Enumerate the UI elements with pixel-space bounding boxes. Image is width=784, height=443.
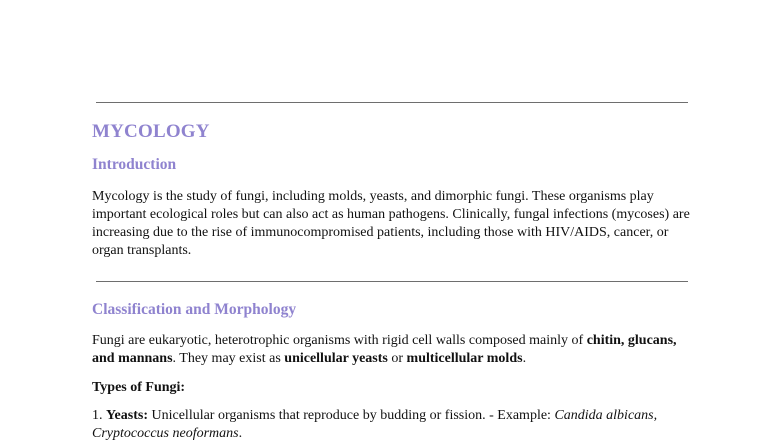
list-item-label: Yeasts: (106, 408, 148, 423)
list-item-yeasts (92, 407, 702, 443)
classification-paragraph (92, 332, 702, 368)
document-title: MYCOLOGY (92, 121, 210, 142)
text-run: Fungi are eukaryotic, heterotrophic organisms with rigid cell walls composed mainly of (92, 333, 587, 348)
text-run: . (238, 426, 243, 441)
bold-term: chitin, glucans, and mannans (92, 333, 677, 366)
intro-paragraph: Mycology is the study of fungi, including molds, yeasts, and dimorphic fungi. These organisms play important ecological roles but can also act as human pathogens. Clinically, fungal infections (mycoses) are increasing due to the rise of immunocompromised patients, including those with HIV/AIDS, cancer, or organ transplants. (92, 189, 690, 258)
text-run: . They may exist as (172, 351, 285, 366)
list-item-text: Unicellular organisms that reproduce by budding or fission. - Example: (148, 408, 555, 423)
top-divider (96, 102, 688, 103)
types-heading: Types of Fungi: (92, 380, 186, 395)
text-run: . (522, 351, 527, 366)
intro-heading: Introduction (92, 156, 177, 173)
section-divider (96, 281, 688, 282)
bold-term: unicellular yeasts (284, 351, 388, 366)
bold-term: multicellular molds (406, 351, 523, 366)
text-run: or (387, 351, 407, 366)
example-species: Candida albicans, Cryptococcus neoformans (92, 408, 658, 441)
classification-heading: Classification and Morphology (92, 301, 297, 318)
list-number: 1. (92, 408, 106, 423)
